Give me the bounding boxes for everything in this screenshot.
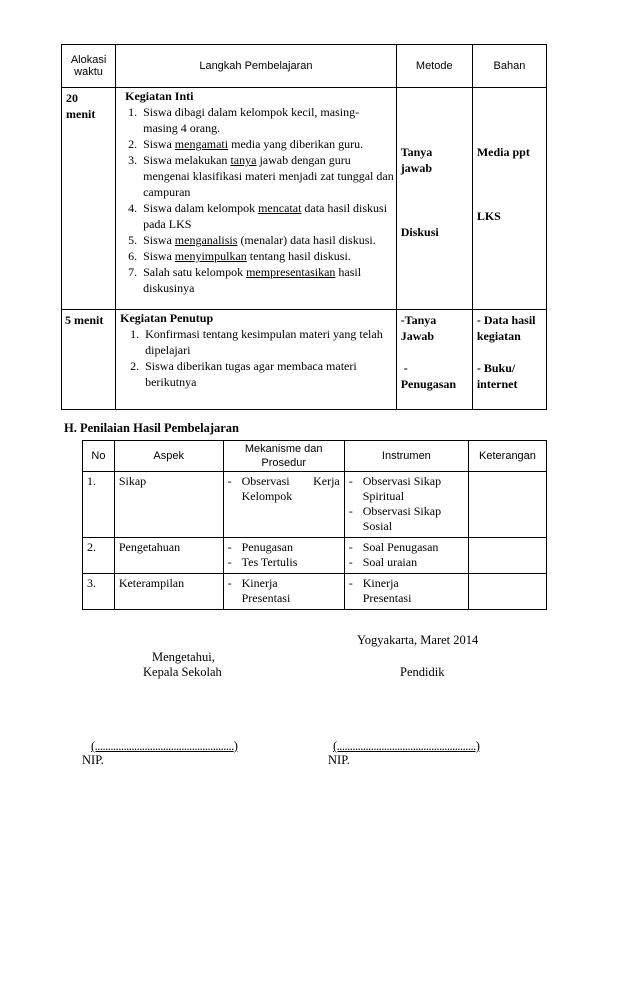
header-mekanisme-line2: Prosedur	[261, 457, 306, 469]
mekanisme-cell: - Kinerja Presentasi	[223, 574, 344, 610]
header-aspek: Aspek	[114, 441, 223, 472]
step-text: Siswa	[143, 137, 175, 151]
header-alokasi-line2: waktu	[74, 66, 103, 78]
step-text: Salah satu kelompok	[143, 265, 247, 279]
step-item	[140, 248, 394, 264]
table-row	[83, 574, 547, 610]
table-row	[83, 472, 547, 538]
step-text: Siswa dalam kelompok	[143, 201, 259, 215]
step-item: 2. Siswa diberikan tugas agar membaca materi berikutnya	[142, 358, 394, 390]
step-keyword: tanya	[230, 153, 257, 167]
table-row	[62, 310, 547, 410]
steps-cell	[116, 88, 397, 310]
step-keyword: mempresentasikan	[246, 265, 336, 279]
aspek-cell: Pengetahuan	[114, 538, 223, 574]
mekanisme-word: Observasi	[241, 474, 290, 488]
steps-list	[118, 104, 394, 296]
signature-blank-right: (.....................................................)	[333, 739, 480, 753]
step-item	[140, 200, 394, 232]
instrumen-item: Kinerja Presentasi	[362, 576, 412, 605]
header-instrumen: Instrumen	[344, 441, 468, 472]
bahan-cell	[472, 88, 546, 310]
instrumen-cell: - Soal Penugasan - Soal uraian	[344, 538, 468, 574]
signature-blank-left: (.....................................................)	[91, 739, 238, 753]
step-keyword: menyimpulkan	[174, 249, 247, 263]
header-langkah: Langkah Pembelajaran	[116, 45, 397, 88]
table-header-row	[83, 441, 547, 472]
nip-right-label: NIP.	[328, 753, 350, 767]
step-keyword: menganalisis	[174, 233, 238, 247]
keterangan-cell	[468, 574, 546, 610]
instrumen-item: Soal uraian	[362, 555, 418, 569]
instrumen-item: Observasi Sikap Sosial	[362, 504, 442, 533]
mengetahui-label: Mengetahui,	[152, 650, 215, 664]
step-item	[140, 152, 394, 200]
metode-value: Tanya	[400, 145, 433, 159]
section-title-inti: Kegiatan Inti	[125, 89, 194, 103]
step-text: Siswa melakukan	[143, 153, 231, 167]
metode-value: jawab	[400, 161, 433, 175]
step-text: jawab dengan guru mengenai klasifikasi materi menjadi zat tunggal dan campuran	[143, 153, 394, 199]
header-alokasi-line1: Alokasi	[70, 54, 107, 66]
kepala-sekolah-label: Kepala Sekolah	[143, 665, 222, 679]
step-text: data hasil diskusi pada LKS	[143, 201, 388, 231]
bahan-value: - Buku/	[476, 361, 516, 375]
time-cell: 5 menit	[62, 310, 116, 410]
metode-value: Diskusi	[400, 225, 439, 239]
step-text: Siswa	[143, 233, 175, 247]
metode-value: Penugasan	[400, 377, 457, 391]
metode-value: Jawab	[400, 329, 435, 343]
step-item	[140, 136, 394, 152]
instrumen-cell: - Kinerja Presentasi	[344, 574, 468, 610]
step-keyword: mencatat	[258, 201, 302, 215]
mekanisme-word: Kerja	[313, 474, 340, 488]
bahan-value: internet	[476, 377, 518, 391]
steps-list	[118, 326, 394, 390]
bahan-value: Media ppt	[476, 145, 530, 159]
bahan-value: - Data hasil	[476, 313, 536, 327]
instrumen-item: Observasi Sikap Spiritual	[362, 474, 442, 503]
step-item: 1. Konfirmasi tentang kesimpulan materi yang telah dipelajari	[142, 326, 394, 358]
keterangan-cell	[468, 472, 546, 538]
step-item	[140, 232, 394, 248]
no-cell: 3.	[83, 574, 115, 610]
header-metode: Metode	[396, 45, 472, 88]
step-item	[140, 264, 394, 296]
no-cell: 1.	[83, 472, 115, 538]
header-mekanisme-line1: Mekanisme dan	[244, 443, 323, 455]
step-text: Siswa dibagi dalam kelompok kecil, masing-masing 4 orang.	[143, 105, 360, 135]
place-date: Yogyakarta, Maret 2014	[357, 633, 479, 647]
table-row	[62, 88, 547, 310]
metode-value: -	[403, 361, 408, 375]
step-keyword: mengamati	[174, 137, 229, 151]
header-bahan: Bahan	[472, 45, 546, 88]
mekanisme-line	[242, 474, 340, 489]
mekanisme-cell: - Observasi Kerja Kelompok	[223, 472, 344, 538]
metode-cell	[396, 88, 472, 310]
bahan-value: kegiatan	[476, 329, 521, 343]
keterangan-cell	[468, 538, 546, 574]
header-alokasi-waktu	[62, 45, 116, 88]
table-header-row	[62, 45, 547, 88]
step-text: media yang diberikan guru.	[228, 137, 364, 151]
aspek-cell: Keterampilan	[114, 574, 223, 610]
instrumen-cell: - Observasi Sikap Spiritual - Observasi Sikap Sosial	[344, 472, 468, 538]
aspek-cell: Sikap	[114, 472, 223, 538]
no-cell: 2.	[83, 538, 115, 574]
lesson-steps-table	[61, 44, 547, 410]
header-no: No	[83, 441, 115, 472]
pendidik-label: Pendidik	[400, 665, 445, 679]
time-cell	[62, 88, 116, 310]
step-text: (menalar) data hasil diskusi.	[237, 233, 376, 247]
section-h-title: H. Penilaian Hasil Pembelajaran	[64, 421, 239, 435]
time-value: 20	[66, 91, 78, 105]
bahan-cell	[472, 310, 546, 410]
time-unit: menit	[66, 107, 96, 121]
mekanisme-item: Kinerja Presentasi	[241, 576, 291, 605]
step-text: Siswa	[143, 249, 175, 263]
metode-cell	[396, 310, 472, 410]
table-row	[83, 538, 547, 574]
step-text: tentang hasil diskusi.	[246, 249, 351, 263]
bahan-value: LKS	[476, 209, 501, 223]
instrumen-item: Soal Penugasan	[362, 540, 439, 554]
assessment-table	[82, 440, 547, 610]
mekanisme-item: Penugasan	[241, 540, 293, 554]
step-text: hasil diskusinya	[143, 265, 362, 295]
nip-left-label: NIP.	[82, 753, 104, 767]
mekanisme-word: Kelompok	[241, 489, 293, 503]
section-title-penutup: Kegiatan Penutup	[120, 311, 214, 325]
header-keterangan: Keterangan	[468, 441, 546, 472]
step-item	[140, 104, 394, 136]
mekanisme-item: Tes Tertulis	[241, 555, 298, 569]
mekanisme-cell: - Penugasan - Tes Tertulis	[223, 538, 344, 574]
header-mekanisme	[223, 441, 344, 472]
metode-value: -Tanya	[400, 313, 437, 327]
steps-cell	[116, 310, 397, 410]
